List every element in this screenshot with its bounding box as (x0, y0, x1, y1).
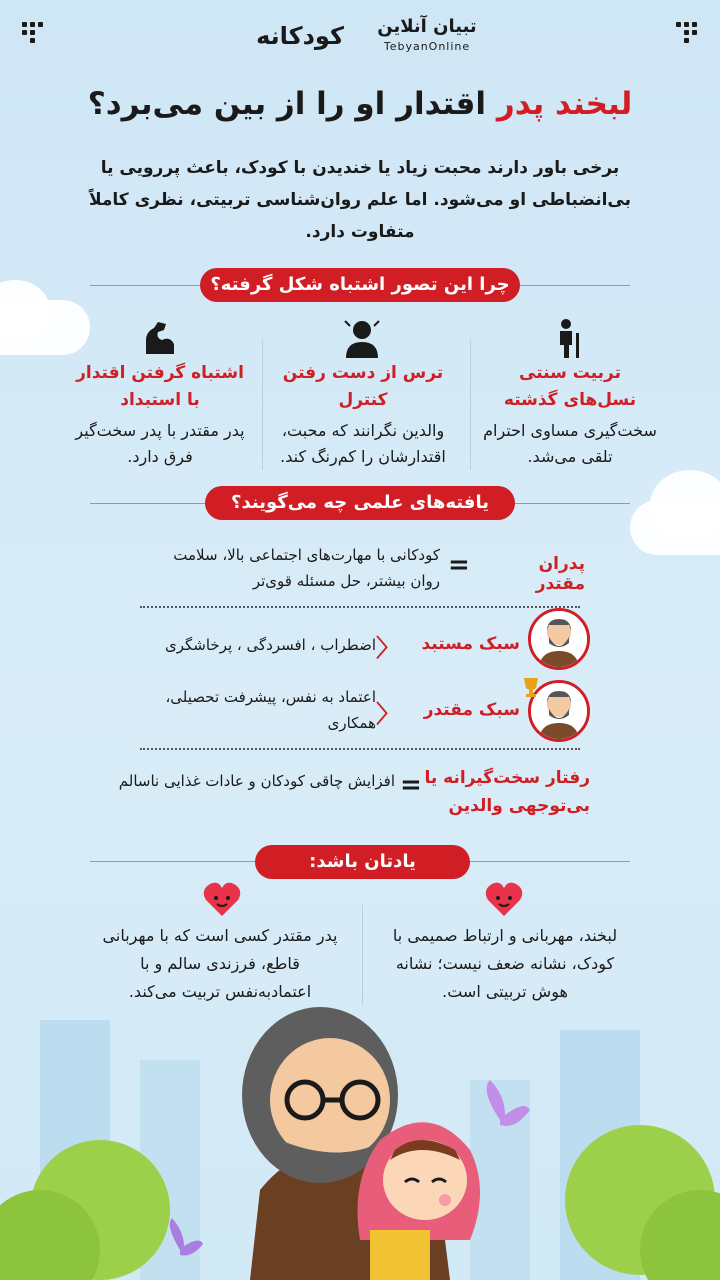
column-title: اشتباه گرفتن اقتدار با استبداد (76, 363, 244, 410)
column-text: والدین نگرانند که محبت، اقتدارشان را کم‌رنگ کند. (280, 421, 446, 466)
intro-paragraph: برخی باور دارند محبت زیاد یا خندیدن با کودک، باعث پررویی یا بی‌انضباطی او می‌شود. اما علم روان‌شناسی تربیتی، نظری کاملاً متفاوت دارد. (88, 158, 632, 242)
brand-logo-koodakaneh: کودکانه (256, 22, 344, 50)
reminder-note: لبخند، مهربانی و ارتباط صمیمی با کودک، نشانه ضعف نیست؛ نشانه هوش تربیتی است. (392, 926, 618, 1001)
finding-text: افزایش چاقی کودکان و عادات غذایی ناسالم (118, 772, 395, 790)
dotted-divider (140, 748, 580, 750)
corner-dots-icon (22, 22, 44, 44)
father-daughter-illustration (0, 1000, 720, 1280)
column-text: سخت‌گیری مساوی احترام تلقی می‌شد. (483, 421, 657, 466)
finding-label: پدران مقتدر (535, 554, 585, 594)
equals-symbol: = (400, 770, 422, 800)
title-highlight: لبخند پدر (496, 86, 633, 122)
equals-symbol: = (448, 550, 470, 580)
stress-icon (342, 318, 382, 358)
finding-text: کودکانی با مهارت‌های اجتماعی بالا، سلامت روان بیشتر، حل مسئله قوی‌تر (173, 546, 440, 590)
finding-label: سبک مستبد (421, 634, 520, 654)
chevron-icon: 〈 (376, 634, 400, 662)
trophy-icon (520, 676, 542, 698)
title-rest: اقتدار او را از بین می‌برد؟ (87, 86, 487, 122)
cloud (650, 470, 720, 540)
dotted-divider (140, 606, 580, 608)
muscle-icon (140, 318, 180, 358)
page-title (40, 86, 680, 122)
reminder-note: پدر مقتدر کسی است که با مهربانی قاطع، فرزندی سالم و با اعتمادبه‌نفس تربیت می‌کند. (102, 926, 338, 1001)
section-heading-remember: یادتان باشد: (255, 845, 470, 879)
section-heading-findings: یافته‌های علمی چه می‌گویند؟ (205, 486, 515, 520)
heart-icon (202, 880, 242, 918)
heart-icon (484, 880, 524, 918)
corner-dots-icon (676, 22, 698, 44)
elderly-icon (550, 318, 586, 358)
finding-label: سبک مقتدر (423, 700, 520, 720)
brand-logo-tebyan: تبیان آنلاین (377, 16, 477, 37)
chevron-icon: 〈 (376, 700, 400, 728)
avatar-authoritarian-father (528, 608, 590, 670)
column-title: ترس از دست رفتن کنترل (282, 363, 444, 410)
section-heading-why: چرا این تصور اشتباه شکل گرفته؟ (200, 268, 520, 302)
finding-label: رفتار سخت‌گیرانه یا بی‌توجهی والدین (424, 768, 590, 816)
brand-logo-tebyan-en: TebyanOnline (383, 40, 471, 53)
finding-text: اضطراب ، افسردگی ، پرخاشگری (164, 636, 376, 654)
column-separator (362, 905, 363, 1005)
column-title: تربیت سنتی نسل‌های گذشته (503, 363, 637, 410)
column-separator (470, 340, 471, 470)
finding-text: اعتماد به نفس، پیشرفت تحصیلی، همکاری (165, 688, 376, 732)
column-text: پدر مقتدر با پدر سخت‌گیر فرق دارد. (75, 421, 245, 466)
column-separator (262, 340, 263, 470)
